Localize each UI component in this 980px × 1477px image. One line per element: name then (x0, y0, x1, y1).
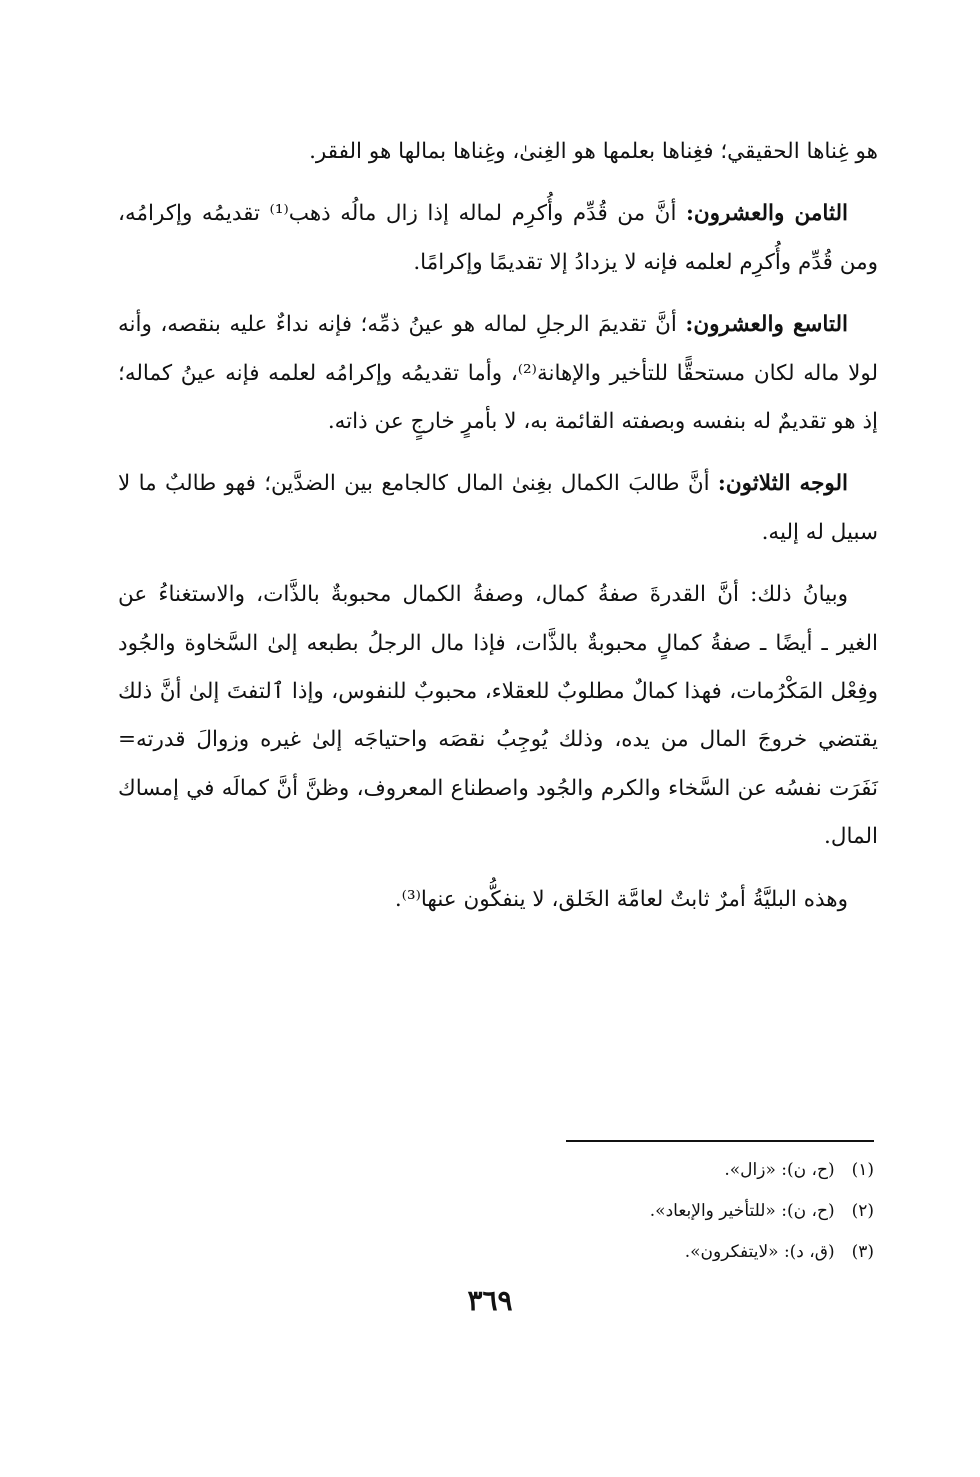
section-heading: التاسع والعشرون: (685, 312, 848, 338)
paragraph-30 (118, 460, 878, 557)
paragraph-explanation (118, 571, 878, 861)
page-number: ٣٦٩ (467, 1284, 513, 1317)
paragraph-text: وهذه البليَّةُ أمرٌ ثابتٌ لعامَّة الخَلق، لا ينفكُّون عنها⁽³⁾. (394, 886, 848, 912)
footnote (360, 1150, 874, 1191)
footnote-text: (ح، ن): «زال». (724, 1160, 835, 1180)
paragraph-text: أنَّ طالبَ الكمال بغِنىٰ المال كالجامع بين الضدَّين؛ فهو طالبٌ ما لا سبيل له إليه. (118, 471, 878, 545)
paragraph-closing (118, 876, 878, 924)
paragraph-28 (118, 190, 878, 287)
footnote-text: (ح، ن): «للتأخير والإبعاد». (649, 1201, 835, 1221)
paragraph-text: أنَّ من قُدِّم وأُكرِم لماله إذا زال مالُه ذهب⁽¹⁾ تقديمُه وإكرامُه، ومن قُدِّم وأُكرِم لعلمه فإنه لا يزدادُ إلا تقديمًا وإكرامًا. (118, 201, 878, 275)
main-text (118, 128, 878, 938)
footnote (360, 1232, 874, 1273)
paragraph-text: وبيانُ ذلك: أنَّ القدرةَ صفةُ كمال، وصفةُ الكمال محبوبةٌ بالذَّات، والاستغناءُ عن الغير ـ أيضًا ـ صفةُ كمالٍ محبوبةٌ بالذَّات، فإذا مال الرجلُ بطبعه إلىٰ السَّخاوة والجُود وفِعْل المَكْرُمات، فهذا كمالٌ مطلوبٌ للعقلاء، محبوبٌ للنفوس، وإذا ٱلتفتَ إلىٰ أنَّ ذلك يقتضي خروجَ المال من يده، وذلك يُوجِبُ نقصَه واحتياجَه إلىٰ غيره وزوالَ قدرته= نَفَرَت نفسُه عن السَّخاء والكرم والجُود واصطناع المعروف، وظنَّ أنَّ كمالَه في إمساك المال. (118, 582, 878, 850)
paragraph-text: هو غِناها الحقيقي؛ فغِناها بعلمها هو الغِنىٰ، وغِناها بمالها هو الفقر. (309, 139, 878, 164)
paragraph-text: أنَّ تقديمَ الرجلِ لماله هو عينُ ذمِّه؛ فإنه نداءٌ عليه بنقصه، وأنه لولا ماله لكان مستحقًّا للتأخير والإهانة⁽²⁾، وأما تقديمُه وإكرامُه لعلمه فإنه عينُ كماله؛ إذ هو تقديمٌ له بنفسه وبصفته القائمة به، لا بأمرٍ خارجٍ عن ذاته. (118, 312, 878, 435)
section-heading: الوجه الثلاثون: (717, 471, 848, 497)
footnote-number: (١) (851, 1160, 874, 1180)
footnote-separator (566, 1140, 874, 1142)
footnote-number: (٢) (851, 1201, 874, 1221)
footnote (360, 1191, 874, 1232)
paragraph-continuation (118, 128, 878, 176)
section-heading: الثامن والعشرون: (685, 201, 848, 227)
paragraph-29 (118, 301, 878, 446)
footnotes (360, 1150, 874, 1273)
footnote-text: (ق، د): «لايتفكرون». (684, 1242, 835, 1262)
footnote-number: (٣) (851, 1242, 874, 1262)
